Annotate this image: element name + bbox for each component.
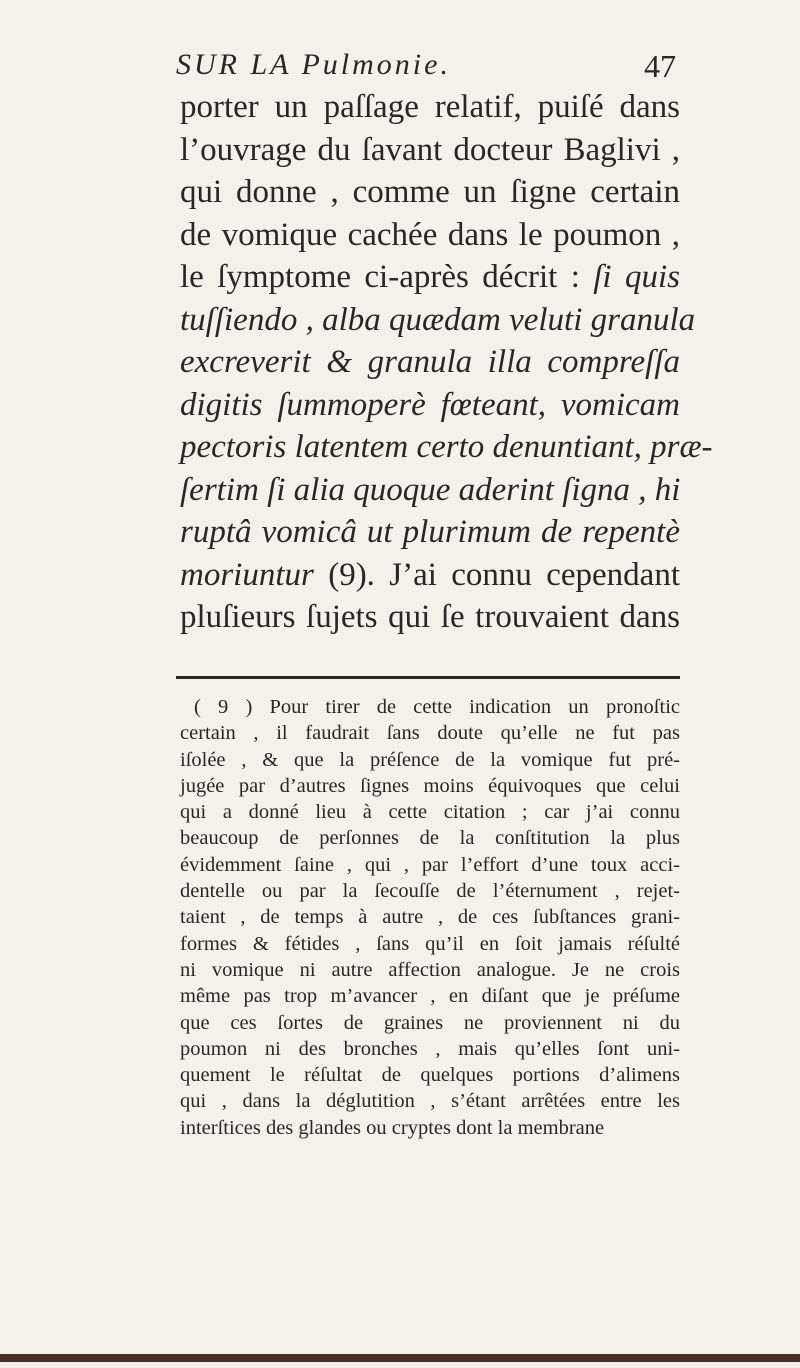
body-line [180,596,680,639]
body-text-run: ſi quis [593,259,680,295]
body-text-run: de vomique cachée dans le poumon , [180,216,680,253]
running-head [176,48,451,82]
footnote [180,694,680,1141]
running-head-prefix: SUR LA [176,48,302,81]
footnote-line: poumon ni des bronches , mais qu’elles ſont uni- [180,1037,680,1060]
footnote-line: que ces ſortes de graines ne proviennent ni du [180,1011,680,1034]
footnote-line: iſolée , & que la préſence de la vomique fut pré- [180,748,680,771]
body-text-run: (9). J’ai connu cependant [313,556,680,593]
body-text-run: ruptâ vomicâ ut plurimum de repentè [180,514,680,550]
footnote-line: certain , il faudrait ſans doute qu’elle ne fut pas [180,722,680,745]
body-text-run: le ſymptome ci-après décrit : [180,259,594,295]
body-line [180,86,680,129]
page-number: 47 [644,48,676,84]
footnote-line: ni vomique ni autre affection analogue. Je ne crois [180,958,680,981]
footnote-line: ( 9 ) Pour tirer de cette indication un pronoſtic [194,696,680,718]
body-text-run: l’ouvrage du ſavant docteur Baglivi , [180,131,680,168]
footnote-line: taient , de temps à autre , de ces ſubſtances grani- [180,906,680,929]
body-line [180,129,680,172]
footnote-line: jugée par d’autres ſignes moins équivoques que celui [180,774,680,797]
body-text-run: moriuntur [180,556,314,593]
footnote-rule [176,676,680,679]
body-text-run: excreverit & granula illa compreſſa [180,344,680,380]
body-text-run: qui donne , comme un ſigne certain [180,174,680,210]
body-line [180,171,680,214]
body-text-run: pectoris latentem certo denuntiant, præ- [180,429,713,465]
body-line [180,299,696,342]
footnote-line: qui , dans la déglutition , s’étant arrêtées entre les [180,1090,680,1113]
footnote-line: interſtices des glandes ou cryptes dont la membrane [180,1116,605,1139]
body-line [180,554,680,597]
footnote-line: même pas trop m’avancer , en diſant que je préſume [180,985,680,1008]
footnote-line: dentelle ou par la ſecouſſe de l’éternument , rejet- [180,880,680,903]
body-line [180,426,713,469]
body-text-run: digitis ſummoperè fœteant, vomicam [180,386,680,423]
body-line [180,511,680,554]
footnote-line: formes & fétides , ſans qu’il en ſoit jamais réſulté [180,932,680,955]
body-text-run: tuſſiendo , alba quædam veluti granula [180,301,696,338]
page-header [176,48,676,88]
scan-edge [0,1354,800,1362]
body-line [180,469,680,512]
footnote-line: évidemment ſaine , qui , par l’effort d’une toux acci- [180,853,680,876]
body-text-run: ſertim ſi alia quoque aderint ſigna , hi [180,471,681,508]
footnote-line: qui a donné lieu à cette citation ; car j’ai connu [180,801,680,824]
body-text-run: pluſieurs ſujets qui ſe trouvaient dans [180,599,680,635]
body-line [180,214,680,257]
footnote-line: beaucoup de perſonnes de la conſtitution la plus [180,827,680,850]
body-line [180,341,680,384]
body-text-run: porter un paſſage relatif, puiſé dans [180,89,680,125]
body-text [180,86,713,639]
body-line [180,384,680,427]
footnote-line: quement le réſultat de quelques portions d’alimens [180,1064,680,1087]
body-line [180,256,680,299]
running-head-title: Pulmonie. [301,48,451,81]
